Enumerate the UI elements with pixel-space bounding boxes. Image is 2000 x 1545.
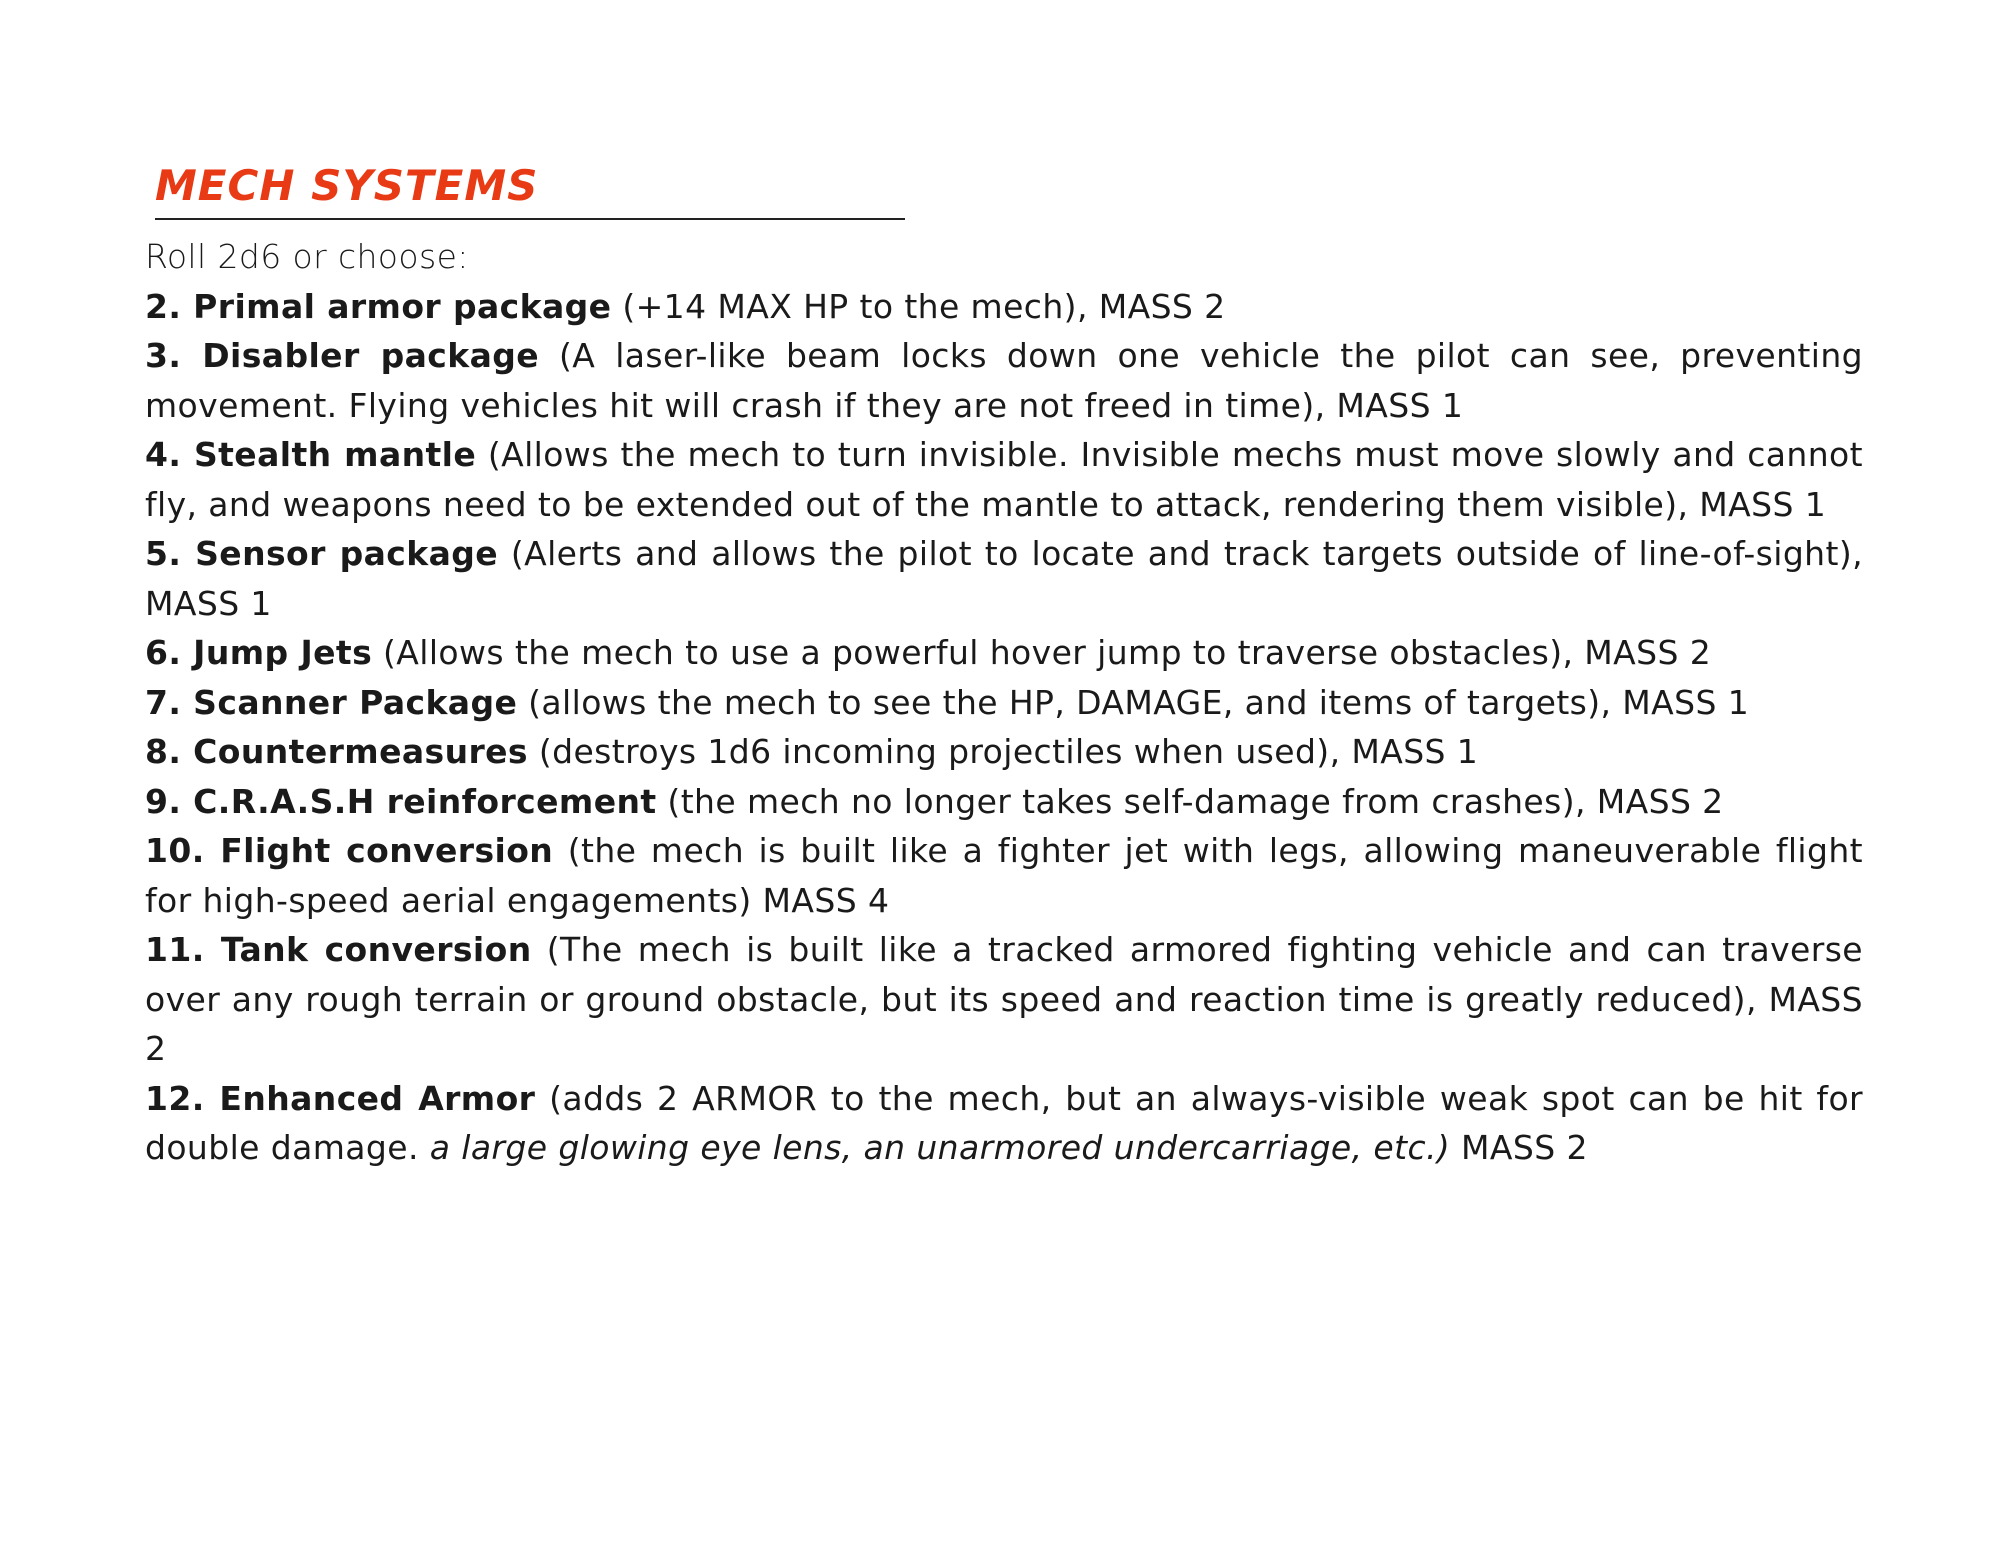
system-description: (+14 MAX HP to the mech), MASS 2 <box>611 286 1226 326</box>
system-item <box>145 331 1863 430</box>
heading-underline <box>155 218 905 220</box>
system-description: (Allows the mech to use a powerful hover jump to traverse obstacles), MASS 2 <box>372 633 1712 672</box>
system-description: (Allows the mech to turn invisible. Invisible mechs must move slowly and cannot fly, and weapons need to be extended out of the mantle to attack, rendering them visible), MASS 1 <box>145 435 1863 524</box>
system-item <box>145 678 1863 728</box>
system-name: 9. C.R.A.S.H reinforcement <box>145 781 657 821</box>
system-description: (A laser-like beam locks down one vehicle the pilot can see, preventing movement. Flying vehicles hit will crash if they are not freed in time), MASS 1 <box>145 336 1863 425</box>
systems-list <box>145 282 1863 1173</box>
system-name: 11. Tank conversion <box>145 930 532 969</box>
system-item <box>145 727 1863 777</box>
system-item <box>145 430 1863 529</box>
system-description: (the mech no longer takes self-damage from crashes), MASS 2 <box>656 781 1724 821</box>
system-description-italic: a large glowing eye lens, an unarmored undercarriage, etc.) <box>429 1128 1451 1167</box>
system-name: 6. Jump Jets <box>145 633 373 672</box>
system-description: (adds 2 ARMOR to the mech, but an always-visible weak spot can be hit for double damage. <box>145 1078 1863 1167</box>
intro-text: Roll 2d6 or choose: <box>145 237 469 276</box>
system-name: 3. Disabler package <box>145 336 540 375</box>
system-item <box>145 826 1863 925</box>
system-description-tail: MASS 2 <box>1450 1128 1588 1167</box>
document-page <box>145 160 1863 1173</box>
system-name: 4. Stealth mantle <box>145 435 477 474</box>
system-description: (the mech is built like a fighter jet with legs, allowing maneuverable flight for high-speed aerial engagements) MASS 4 <box>145 831 1864 920</box>
system-item <box>145 628 1863 678</box>
system-item <box>145 925 1863 1074</box>
system-description: (allows the mech to see the HP, DAMAGE, and items of targets), MASS 1 <box>517 682 1750 722</box>
system-description: (destroys 1d6 incoming projectiles when used), MASS 1 <box>527 732 1479 771</box>
system-name: 7. Scanner Package <box>145 682 518 722</box>
system-name: 10. Flight conversion <box>145 831 554 870</box>
system-description: (The mech is built like a tracked armored fighting vehicle and can traverse over any rough terrain or ground obstacle, but its speed and reaction time is greatly reduced), MASS 2 <box>145 930 1863 1068</box>
system-name: 5. Sensor package <box>145 534 499 573</box>
system-item <box>145 777 1863 827</box>
system-description: (Alerts and allows the pilot to locate and track targets outside of line-of-sight), MASS 1 <box>145 534 1863 623</box>
system-name: 8. Countermeasures <box>145 732 528 771</box>
section-heading <box>145 160 905 220</box>
section-title: MECH SYSTEMS <box>155 161 539 210</box>
system-item <box>145 1074 1863 1173</box>
system-name: 2. Primal armor package <box>145 286 612 326</box>
system-item <box>145 282 1863 332</box>
system-item <box>145 529 1863 628</box>
system-name: 12. Enhanced Armor <box>145 1078 536 1118</box>
